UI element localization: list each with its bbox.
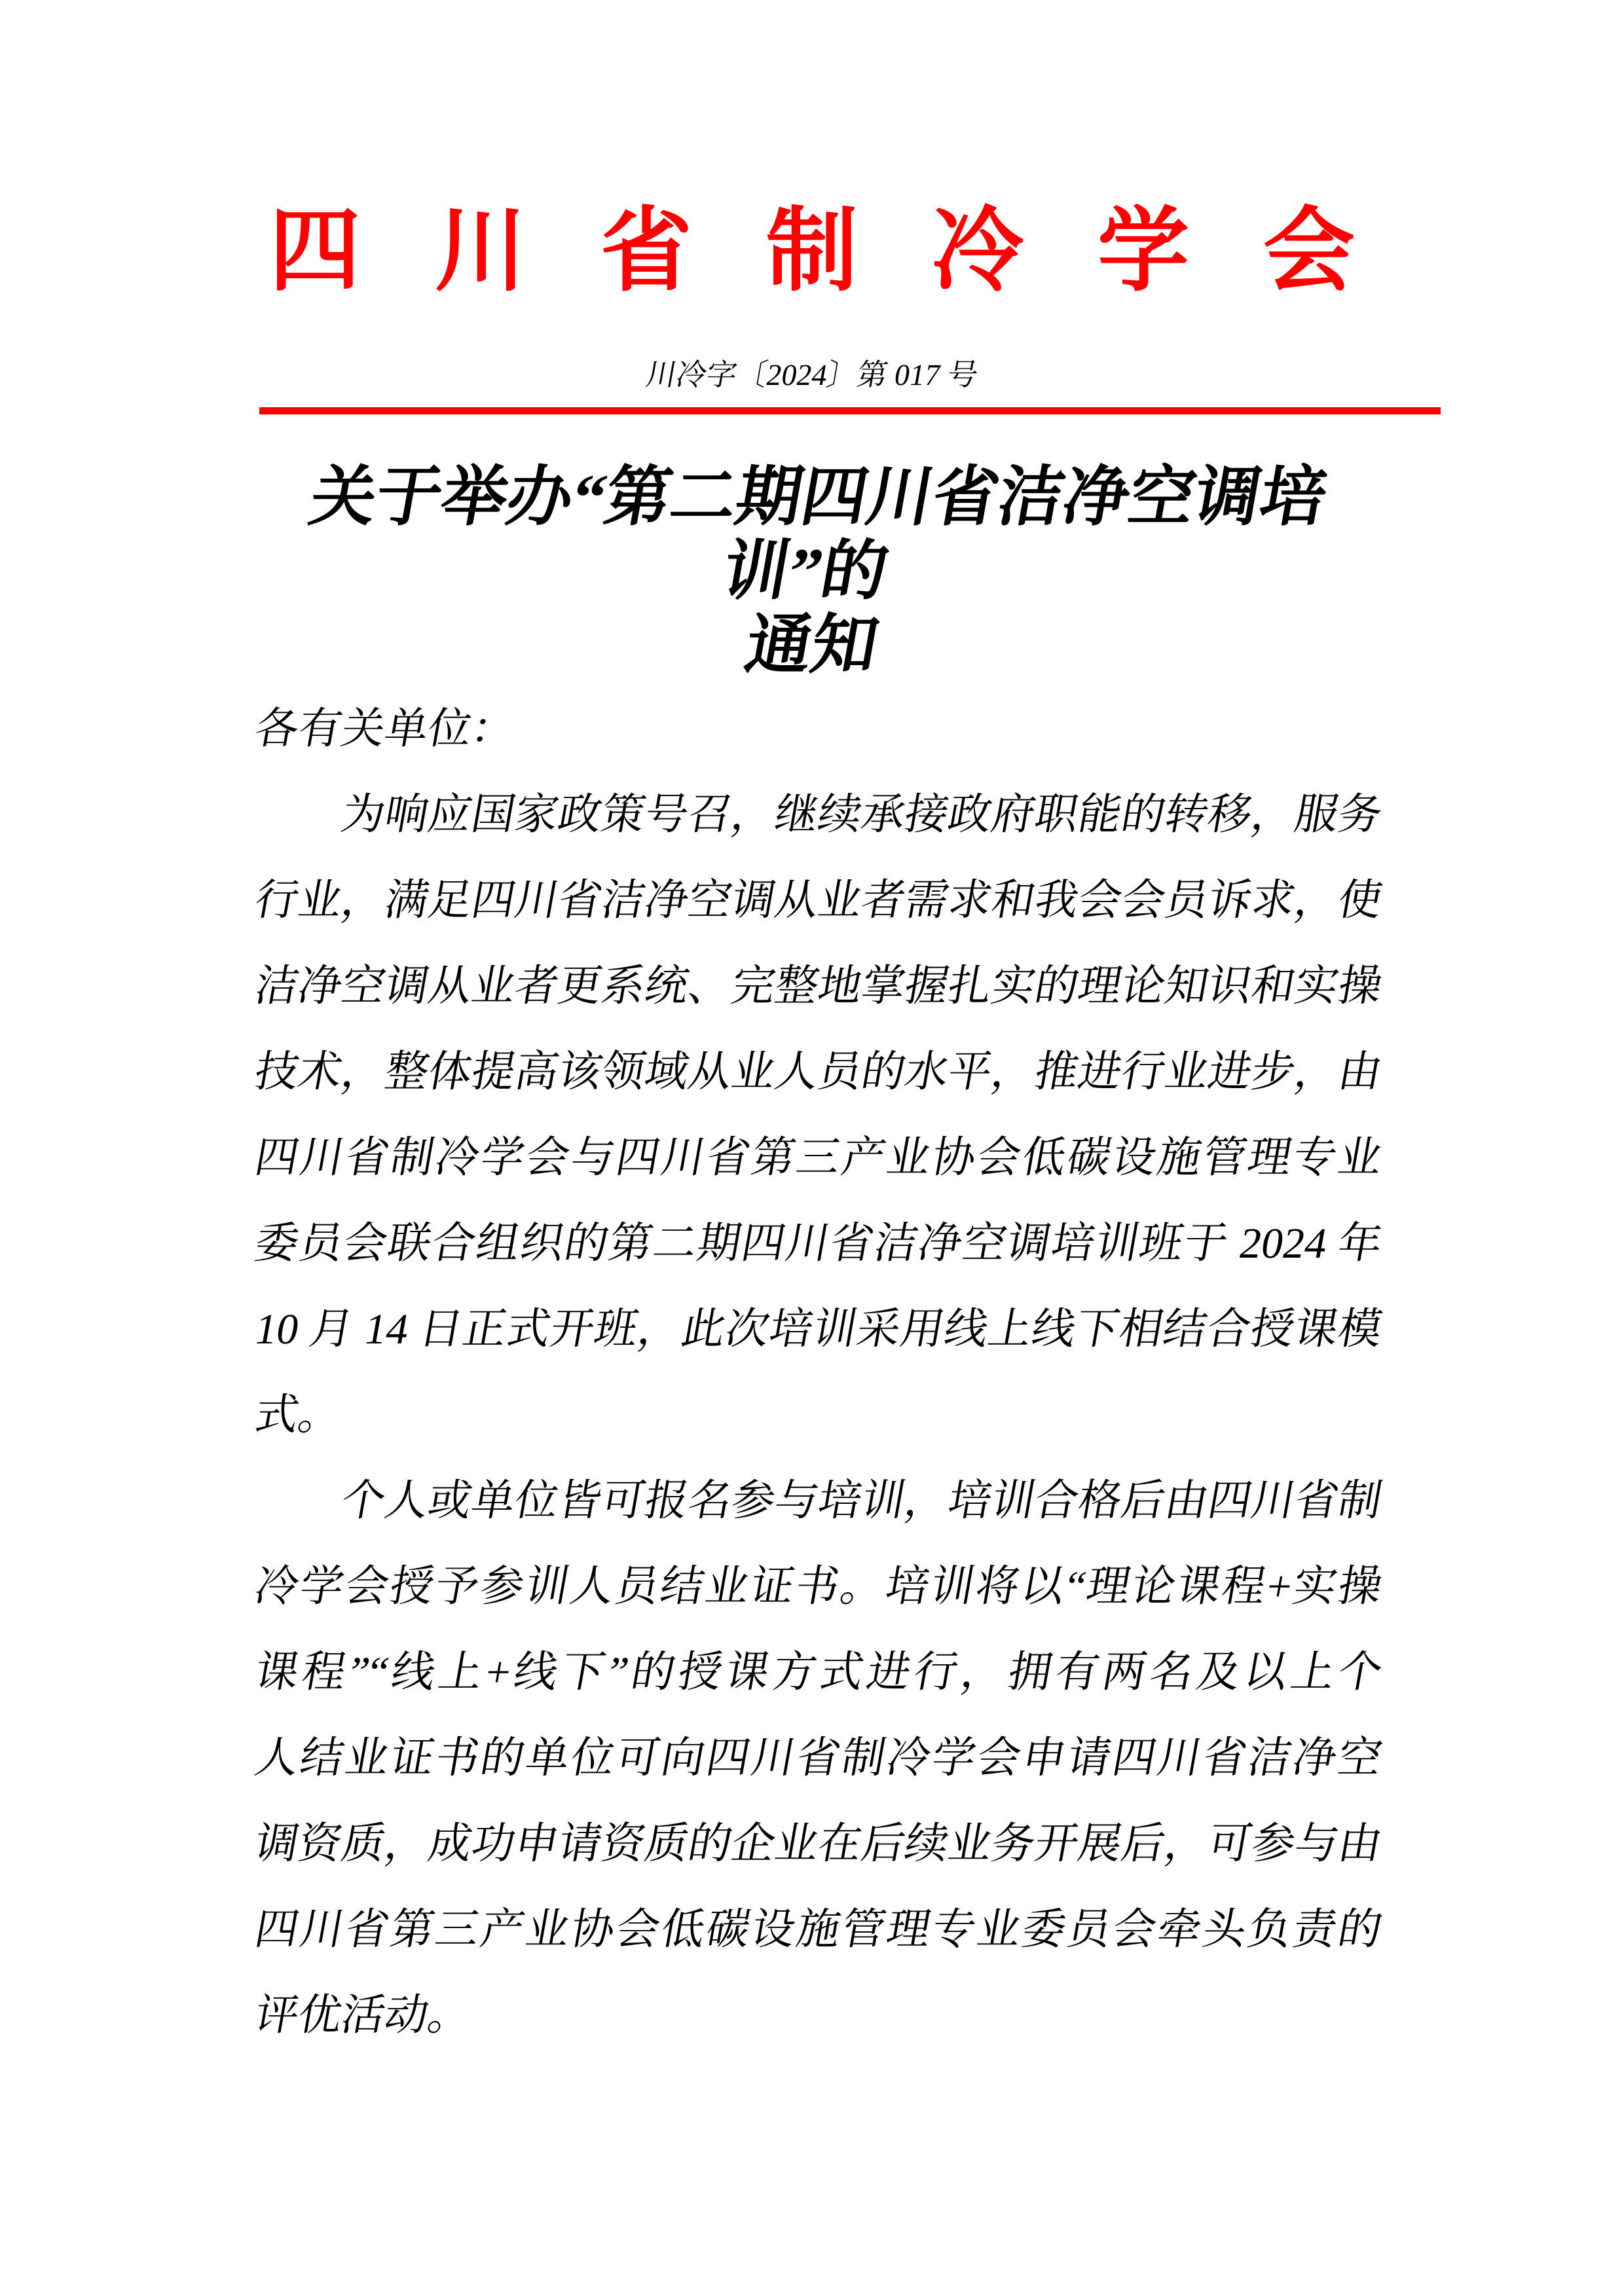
body-line: 委员会联合组织的第二期四川省洁净空调培训班于 2024 年	[251, 1220, 1386, 1267]
body-line-salutation: 各有关单位：	[251, 705, 519, 753]
body-line: 评优活动。	[251, 1992, 476, 2039]
body-line: 式。	[251, 1391, 346, 1439]
body-line: 四川省第三产业协会低碳设施管理专业委员会牵头负责的	[251, 1906, 1386, 1954]
doc-number-text: 川冷字〔2024〕第 017 号	[643, 358, 981, 392]
notice-title-line1: 关于举办“第二期四川省洁净空调培训”的	[304, 461, 1333, 608]
body-line: 个人或单位皆可报名参与培训，培训合格后由四川省制	[337, 1477, 1386, 1525]
body-line: 10 月 14 日正式开班，此次培训采用线上线下相结合授课模	[251, 1305, 1386, 1353]
body-line: 洁净空调从业者更系统、完整地掌握扎实的理论知识和实操	[251, 962, 1386, 1010]
body-line: 人结业证书的单位可向四川省制冷学会申请四川省洁净空	[251, 1734, 1386, 1782]
body-line: 课程”“线上+线下”的授课方式进行，拥有两名及以上个	[251, 1649, 1386, 1696]
body-line: 为响应国家政策号召，继续承接政府职能的转移，服务	[337, 791, 1386, 839]
body-line: 冷学会授予参训人员结业证书。培训将以“理论课程+实操	[251, 1563, 1386, 1611]
org-name-header: 四川省制冷学会	[268, 201, 1429, 302]
red-divider-rule	[259, 407, 1441, 414]
body-line: 行业，满足四川省洁净空调从业者需求和我会会员诉求，使	[251, 877, 1386, 924]
notice-title-line2: 通知	[740, 609, 884, 682]
doc-number	[0, 355, 1624, 395]
notice-title	[255, 460, 1369, 682]
body-line: 调资质，成功申请资质的企业在后续业务开展后，可参与由	[251, 1820, 1386, 1868]
document-body	[251, 686, 1386, 2058]
body-line: 四川省制冷学会与四川省第三产业协会低碳设施管理专业	[251, 1134, 1386, 1182]
body-line: 技术，整体提高该领域从业人员的水平，推进行业进步，由	[251, 1048, 1386, 1096]
